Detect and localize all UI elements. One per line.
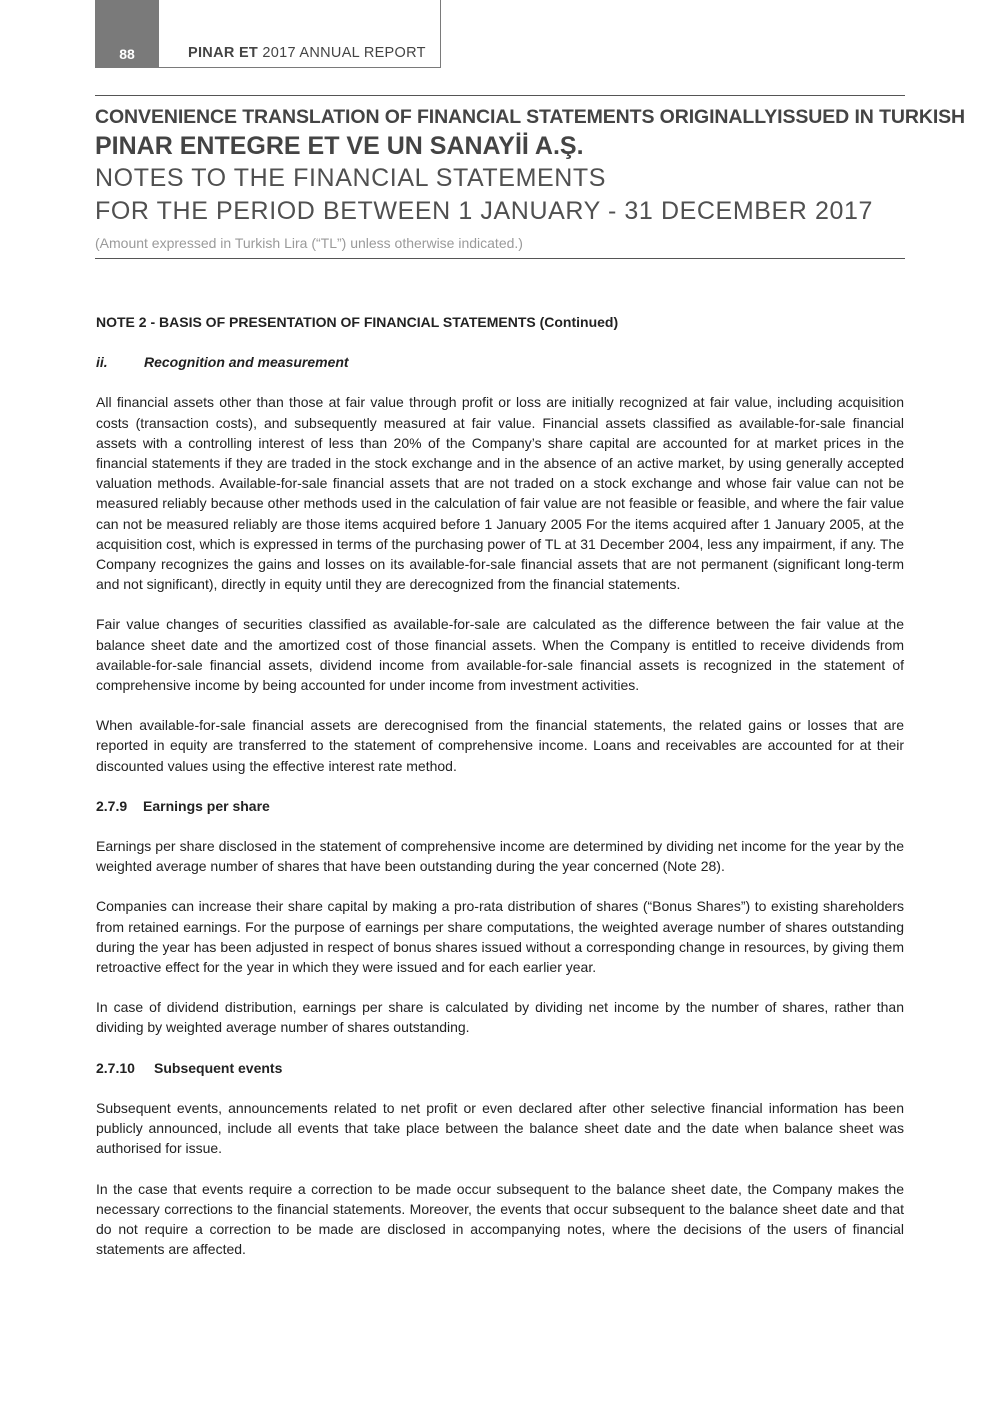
subsection-number: ii. xyxy=(96,354,108,371)
page-number: 88 xyxy=(119,46,135,62)
paragraph: When available-for-sale financial assets are derecognised from the financial statements, the related gains or losses that are reported in equity are transferred to the statement of comprehensive income. Loans and receivables are accounted for at their discounted values using the effective interest rate method. xyxy=(96,717,904,774)
note-heading: NOTE 2 - BASIS OF PRESENTATION OF FINANCIAL STATEMENTS (Continued) xyxy=(96,314,619,330)
report-brand: PINAR ET xyxy=(188,45,259,61)
section-heading-subsequent-events xyxy=(96,1058,904,1078)
subsection-heading xyxy=(96,352,904,372)
paragraph: In case of dividend distribution, earnings per share is calculated by dividing net income by the number of shares, rather than dividing by weighted average number of shares outstanding. xyxy=(96,999,904,1036)
paragraph: Subsequent events, announcements related to net profit or even declared after other selective financial information has been publicly announced, include all events that take place between the balance sheet date and the date when balance sheet was authorised for issue. xyxy=(96,1099,904,1157)
paragraph: Fair value changes of securities classified as available-for-sale are calculated as the difference between the fair value at the balance sheet date and the amortized cost of those financial assets. When the Company is entitled to receive dividends from available-for-sale financial assets, dividend income from available-for-sale financial assets is recognized in the statement of comprehensive income by being accounted for under income from investment activities. xyxy=(96,616,904,694)
notes-title: NOTES TO THE FINANCIAL STATEMENTS xyxy=(95,164,607,192)
note-content xyxy=(96,312,904,1279)
section-title: Earnings per share xyxy=(143,797,270,814)
page-header xyxy=(95,0,441,68)
title-bottom-rule xyxy=(95,258,905,259)
report-name: 2017 ANNUAL REPORT xyxy=(262,45,426,61)
section-number: 2.7.10 xyxy=(96,1059,135,1076)
section-number: 2.7.9 xyxy=(96,797,128,814)
paragraph: Companies can increase their share capital by making a pro-rata distribution of shares (“Bonus Shares”) to existing shareholders from retained earnings. For the purpose of earnings per share computations, the weighted average number of shares outstanding during the year has been adjusted in respect of bonus shares issued without a corresponding change in resources, by giving them retroactive effect for the year in which they were issued and for each earlier year. xyxy=(96,898,904,976)
amount-note: (Amount expressed in Turkish Lira (“TL”) unless otherwise indicated.) xyxy=(95,235,523,251)
section-heading-earnings xyxy=(96,796,904,816)
company-name: PINAR ENTEGRE ET VE UN SANAYİİ A.Ş. xyxy=(95,132,584,160)
translation-title: CONVENIENCE TRANSLATION OF FINANCIAL STATEMENTS ORIGINALLYISSUED IN TURKISH xyxy=(95,106,966,128)
page-number-box xyxy=(95,0,159,68)
report-title xyxy=(188,45,426,61)
title-top-rule xyxy=(95,95,905,96)
paragraph: Earnings per share disclosed in the statement of comprehensive income are determined by dividing net income for the year by the weighted average number of shares that have been outstanding during the year concerned (Note 28). xyxy=(96,838,904,875)
period-title: FOR THE PERIOD BETWEEN 1 JANUARY - 31 DECEMBER 2017 xyxy=(95,197,874,225)
subsection-title: Recognition and measurement xyxy=(144,354,349,371)
paragraph: In the case that events require a correction to be made occur subsequent to the balance sheet date, the Company makes the necessary corrections to the financial statements. Moreover, the events that occur subsequent to the balance sheet date and that do not require a correction to be made are disclosed in accompanying notes, where the decisions of the users of financial statements are affected. xyxy=(96,1180,904,1258)
paragraph: All financial assets other than those at fair value through profit or loss are initially recognized at fair value, including acquisition costs (transaction costs), and subsequently measured at fair value. Financial assets classified as available-for-sale financial assets with a controlling interest of less than 20% of the Company’s share capital are accounted for at market prices in the financial statements if they are traded in the stock exchange and in the absence of an active market, by using generally accepted valuation methods. Available-for-sale financial assets that are not traded on a stock exchange and whose fair value can not be measured reliably because other methods used in the calculation of fair value are not feasible or feasible, and where the fair value can not be measured reliably are those items acquired before 1 January 2005 For the items acquired after 1 January 2005, at the acquisition cost, which is expressed in terms of the purchasing power of TL at 31 December 2004, less any impairment, if any. The Company recognizes the gains and losses on its available-for-sale financial assets that are not permanent (significant long-term and not significant), directly in equity until they are derecognized from the financial statements. xyxy=(96,394,904,593)
section-title: Subsequent events xyxy=(154,1059,283,1076)
